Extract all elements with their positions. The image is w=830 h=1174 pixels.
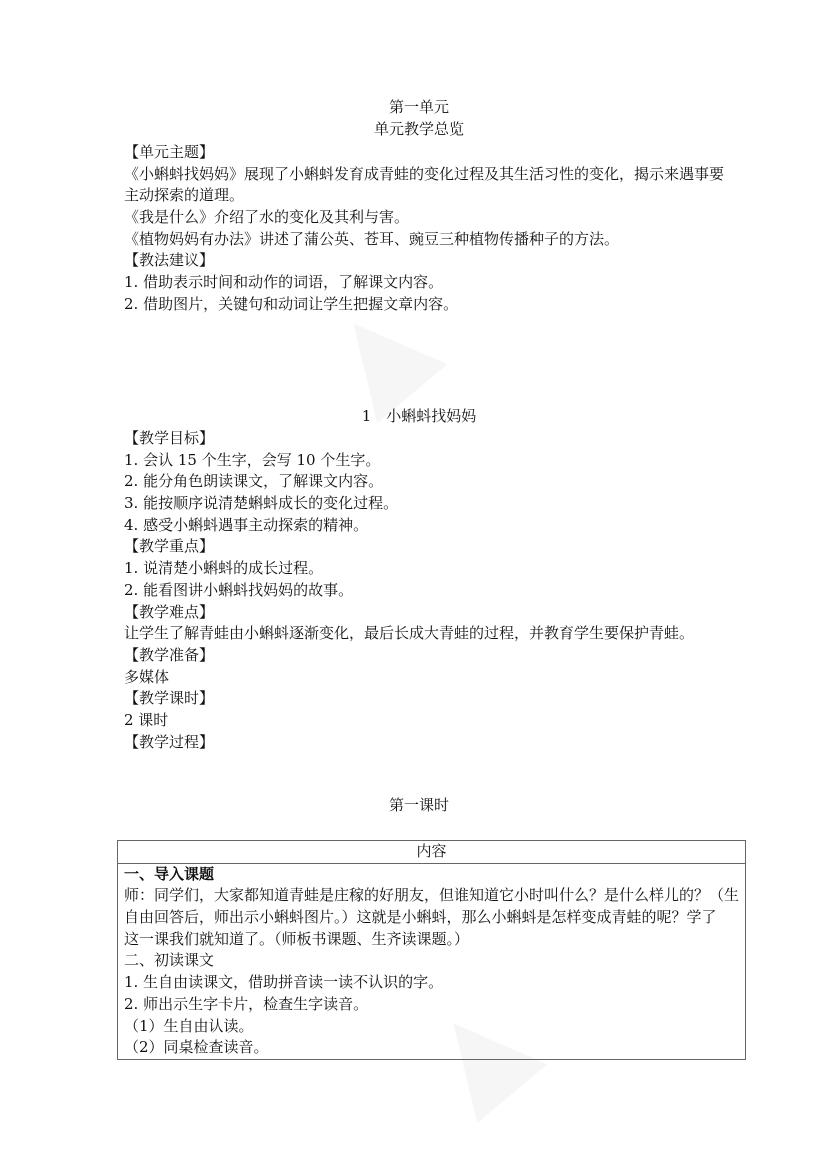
key-point-item: 2. 能看图讲小蝌蚪找妈妈的故事。 xyxy=(124,580,354,599)
preparation-text: 多媒体 xyxy=(124,667,170,686)
content-line: 这一课我们就知道了。（师板书课题、生齐读课题。） xyxy=(124,929,470,948)
theme-heading: 【单元主题】 xyxy=(124,143,215,161)
periods-text: 2 课时 xyxy=(124,710,169,729)
content-line: （1）生自由认读。 xyxy=(124,1016,254,1035)
objective-item: 2. 能分角色朗读课文，了解课文内容。 xyxy=(124,472,384,491)
unit-subtitle: 单元教学总览 xyxy=(373,120,464,138)
theme-line: 《植物妈妈有办法》讲述了蒲公英、苍耳、豌豆三种植物传播种子的方法。 xyxy=(124,229,620,248)
content-line: 自由回答后，师出示小蝌蚪图片。）这就是小蝌蚪，那么小蝌蚪是怎样变成青蛙的呢？学了 xyxy=(124,908,717,927)
table-content-cell xyxy=(118,863,746,1059)
difficulty-text: 让学生了解青蛙由小蝌蚪逐渐变化，最后长成大青蛙的过程，并教育学生要保护青蛙。 xyxy=(124,624,695,643)
period-title: 第一课时 xyxy=(388,796,449,814)
theme-line: 《小蝌蚪找妈妈》展现了小蝌蚪发育成青蛙的变化过程及其生活习性的变化，揭示来遇事要 xyxy=(124,164,725,183)
unit-overview xyxy=(124,142,725,316)
section-heading: 【教学课时】 xyxy=(124,689,215,708)
section-heading: 【教学目标】 xyxy=(124,429,215,447)
section-heading: 【教学准备】 xyxy=(124,645,215,664)
method-line: 1. 借助表示时间和动作的词语，了解课文内容。 xyxy=(124,273,444,292)
section-heading: 【教学过程】 xyxy=(124,732,215,751)
section-heading: 【教学重点】 xyxy=(124,537,215,556)
content-line: 2. 师出示生字卡片，检查生字读音。 xyxy=(124,994,369,1013)
unit-title: 第一单元 xyxy=(388,98,449,116)
method-line: 2. 借助图片，关键句和动词让学生把握文章内容。 xyxy=(124,294,459,313)
method-heading: 【教法建议】 xyxy=(124,251,215,270)
section2-heading: 二、初读课文 xyxy=(124,951,215,970)
key-point-item: 1. 说清楚小蝌蚪的成长过程。 xyxy=(124,559,324,578)
theme-line: 主动探索的道理。 xyxy=(124,186,245,205)
table-header: 内容 xyxy=(118,841,746,864)
content-line: （2）同桌检查读音。 xyxy=(124,1038,269,1057)
objective-item: 4. 感受小蝌蚪遇事主动探索的精神。 xyxy=(124,515,369,534)
content-line: 师：同学们，大家都知道青蛙是庄稼的好朋友，但谁知道它小时叫什么？是什么样儿的？（生 xyxy=(124,886,740,905)
lesson-plan xyxy=(124,428,714,753)
content-line: 1. 生自由读课文，借助拼音读一读不认识的字。 xyxy=(124,973,444,992)
objective-item: 3. 能按顺序说清楚蝌蚪成长的变化过程。 xyxy=(124,494,399,513)
content-table xyxy=(117,840,746,1060)
lesson-title: 1 小蝌蚪找妈妈 xyxy=(361,407,477,425)
section-heading: 【教学难点】 xyxy=(124,602,215,621)
objective-item: 1. 会认 15 个生字，会写 10 个生字。 xyxy=(124,450,381,469)
section1-heading: 一、导入课题 xyxy=(124,864,215,883)
theme-line: 《我是什么》介绍了水的变化及其利与害。 xyxy=(124,208,410,227)
